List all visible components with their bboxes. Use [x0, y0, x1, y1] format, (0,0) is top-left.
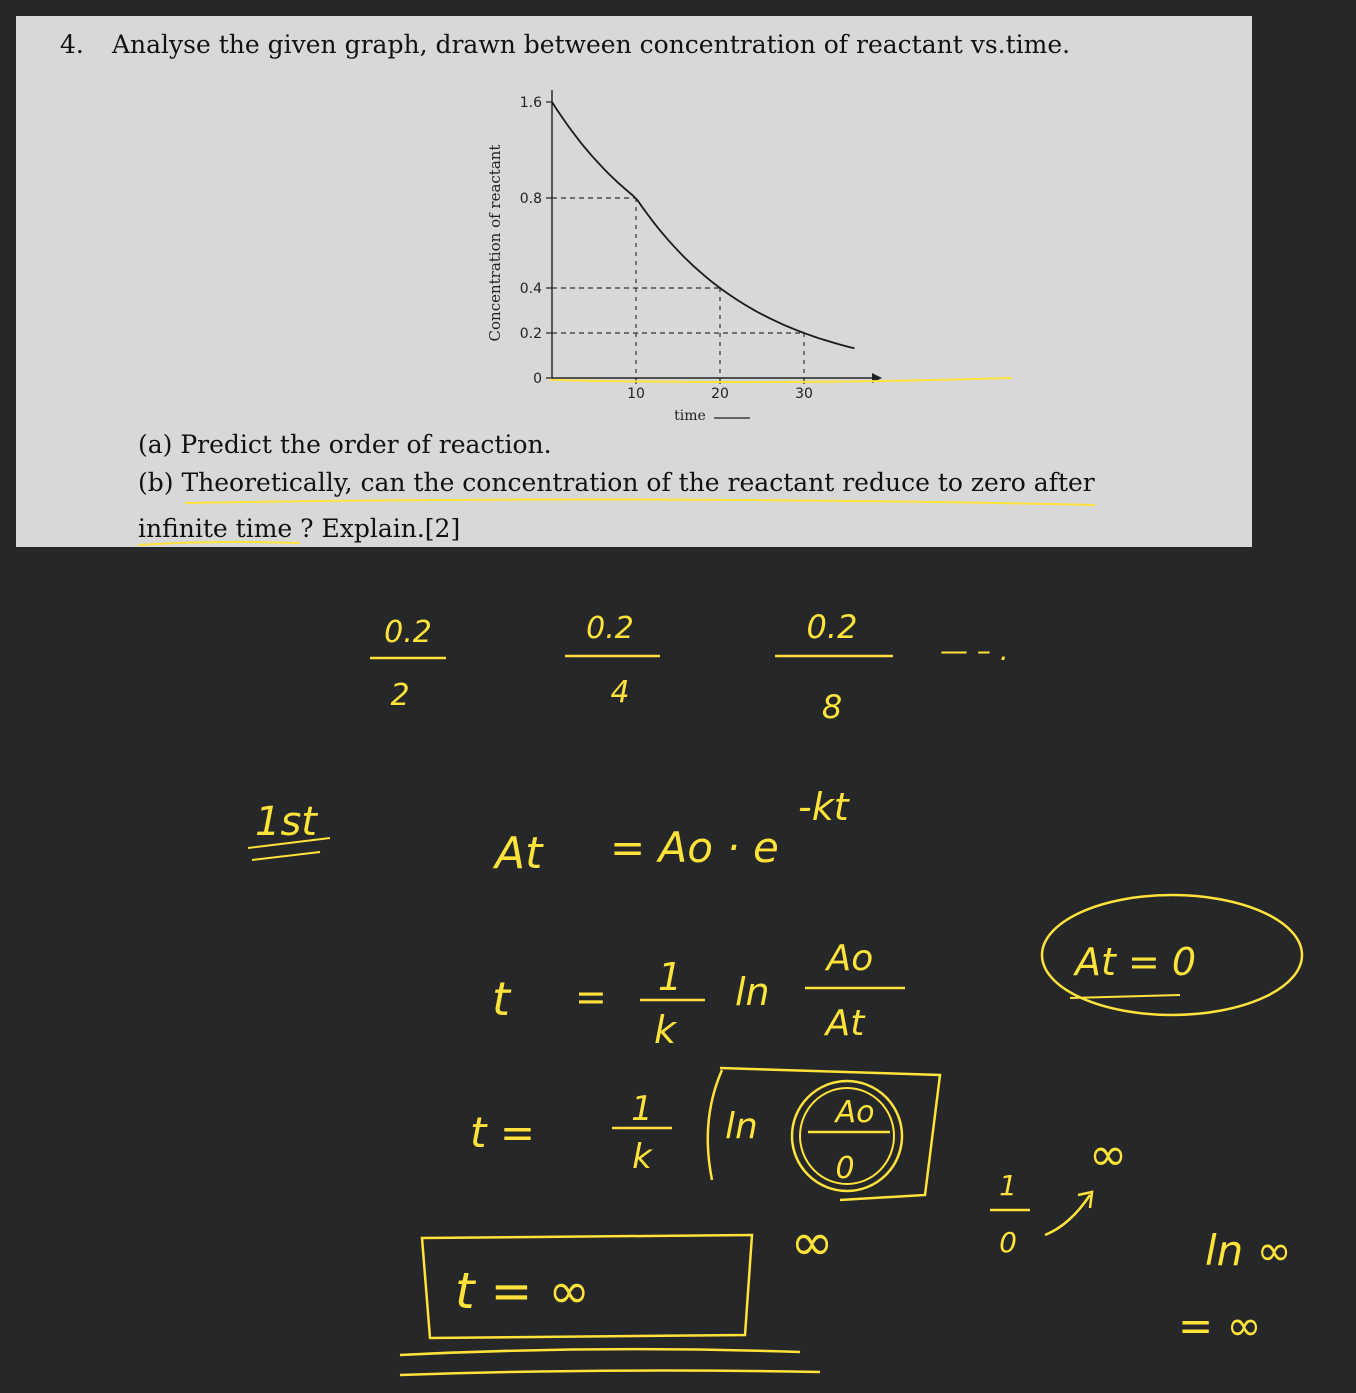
one-over-zero-den: 0: [999, 1226, 1017, 1259]
eq3-ln: ln: [725, 1106, 758, 1147]
y-tick-label: 0.8: [519, 191, 542, 207]
question-number: 4.: [60, 30, 84, 59]
series-continuation: — – .: [940, 634, 1009, 667]
eq2-frac-den: At: [825, 1003, 865, 1044]
eq-inf: = ∞: [1178, 1301, 1262, 1350]
eq3-frac-den: 0: [835, 1151, 855, 1186]
eq2-num: 1: [657, 955, 683, 999]
one-over-zero-num: 1: [999, 1169, 1017, 1202]
eq3-num: 1: [631, 1089, 653, 1129]
y-tick-label: 1.6: [519, 95, 542, 111]
eq1-left: At: [495, 828, 543, 879]
eq1-exponent: -kt: [798, 785, 849, 829]
series-den-1: 2: [390, 678, 410, 713]
eq3-den: k: [632, 1137, 652, 1177]
series-den-2: 4: [610, 675, 630, 710]
side-note: At = 0: [1075, 940, 1197, 984]
inf-mark: ∞: [790, 1213, 834, 1273]
part-a-text: (a) Predict the order of reaction.: [138, 430, 552, 459]
arrow-inf: ∞: [1088, 1127, 1128, 1181]
eq2-ln: ln: [735, 970, 770, 1014]
eq1-right: = Ao · e: [610, 823, 779, 872]
series-num-3: 0.2: [806, 608, 858, 646]
series-den-3: 8: [821, 688, 843, 726]
x-tick-label: 20: [711, 386, 729, 402]
eq2-left: t: [492, 972, 511, 1026]
x-tick-label: 10: [627, 386, 645, 402]
x-tick-label: 30: [795, 386, 813, 402]
y-tick-label: 0.4: [519, 281, 542, 297]
question-stem: Analyse the given graph, drawn between concentration of reactant vs.time.: [112, 30, 1071, 59]
series-num-2: 0.2: [586, 611, 634, 646]
arrow-icon: [1045, 1192, 1092, 1235]
eq3-frac-num: Ao: [835, 1095, 875, 1130]
eq2-den: k: [653, 1008, 677, 1052]
question-underline: [185, 499, 1095, 505]
y-tick-label: 0.2: [519, 326, 542, 342]
chart-y-label: Concentration of reactant: [486, 144, 504, 342]
eq2-equals: =: [575, 975, 607, 1019]
y-tick-label: 0: [533, 371, 542, 387]
question-underline-2: [138, 542, 300, 545]
ln-inf: ln ∞: [1205, 1226, 1292, 1275]
eq3-left: t =: [470, 1108, 536, 1157]
part-b-text-line2: infinite time ? Explain.[2]: [138, 514, 461, 543]
order-label: 1st: [255, 799, 317, 845]
part-b-text-line1: (b) Theoretically, can the concentration of the reactant reduce to zero after: [138, 468, 1095, 497]
final-answer-underline: [400, 1349, 820, 1375]
halving-series: [370, 608, 1009, 726]
eq2-frac-num: Ao: [826, 938, 874, 979]
series-num-1: 0.2: [384, 615, 432, 650]
axis-highlight-underline: [550, 378, 1012, 382]
chart-x-label: time: [674, 408, 706, 424]
final-answer: t = ∞: [455, 1262, 590, 1320]
